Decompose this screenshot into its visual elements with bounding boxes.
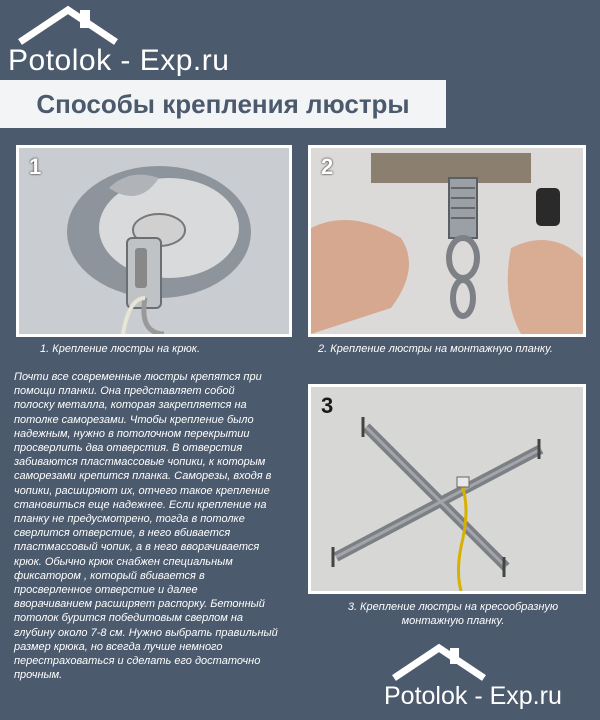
caption-photo-2: 2. Крепление люстры на монтажную планку. [318,343,553,355]
text-line: полоску металла, которая закрепляется на [14,399,247,412]
photo-hook-mount [16,145,292,337]
text-line: Почти все современные люстры крепятся при [14,371,262,383]
caption-line: 3. Крепление люстры на кресообразную [347,601,559,613]
photo-mounting-plate [308,145,586,337]
text-line: потолок бурится победитовым сверлом на [14,612,244,625]
brand-name: Potolok - Exp.ru [8,44,230,77]
text-line: просверлить два отверстия. В отверстия [14,442,243,455]
description-text [14,370,314,682]
text-line: чопики, расширяют их, отчего такое крепление [14,484,270,497]
caption-line: монтажную планку. [401,615,505,627]
title-bar [0,80,446,128]
text-line: глубину около 7-8 см. Нужно выбрать правильный [14,626,278,639]
photo-plate-illustration [311,148,583,334]
house-roof-icon [8,4,128,46]
text-line: вворачиванием расширяет распорку. Бетонный [14,598,265,611]
text-line: размер крюка, но всегда лучше немного [14,640,223,653]
caption-photo-1: 1. Крепление люстры на крюк. [40,343,201,355]
caption-photo-3 [318,600,588,628]
text-line: пластмассовый чопик, а в него вворачивается [14,541,260,554]
text-line: прочным. [14,669,63,682]
photo-cross-plate [308,384,586,594]
page-title: Способы крепления люстры [36,88,410,119]
top-logo [8,4,258,76]
text-line: саморезами крепится планка. Саморезы, входя в [14,470,272,483]
text-line: становиться еще надежнее. Если крепление на [14,498,267,511]
bottom-logo [384,642,596,714]
text-line: надежным, нужно в потолочном перекрытии [14,427,250,440]
text-line: сверлится отверстие, в него вбивается [14,527,231,540]
house-roof-icon [384,642,494,682]
photo-number: 1 [29,154,42,179]
text-line: просверленное отверстие и далее [14,584,198,597]
photo-cross-illustration [311,387,583,591]
text-line: фиксатором , который вбивается в [14,569,205,582]
photo-hook-illustration [19,148,289,334]
text-line: планку не предусмотрено, тогда в потолке [14,513,245,526]
text-line: перестраховаться и сделать его достаточно [14,655,261,668]
text-line: помощи планки. Она представляет собой [14,385,235,398]
text-line: забиваются пластмассовые чопики, к которым [14,456,266,469]
text-line: потолке саморезами. Чтобы крепление было [14,413,254,426]
photo-number: 2 [321,154,334,179]
photo-number: 3 [321,393,334,418]
brand-name: Potolok - Exp.ru [384,682,562,710]
text-line: крюк. Обычно крюк снабжен специальным [14,555,233,568]
